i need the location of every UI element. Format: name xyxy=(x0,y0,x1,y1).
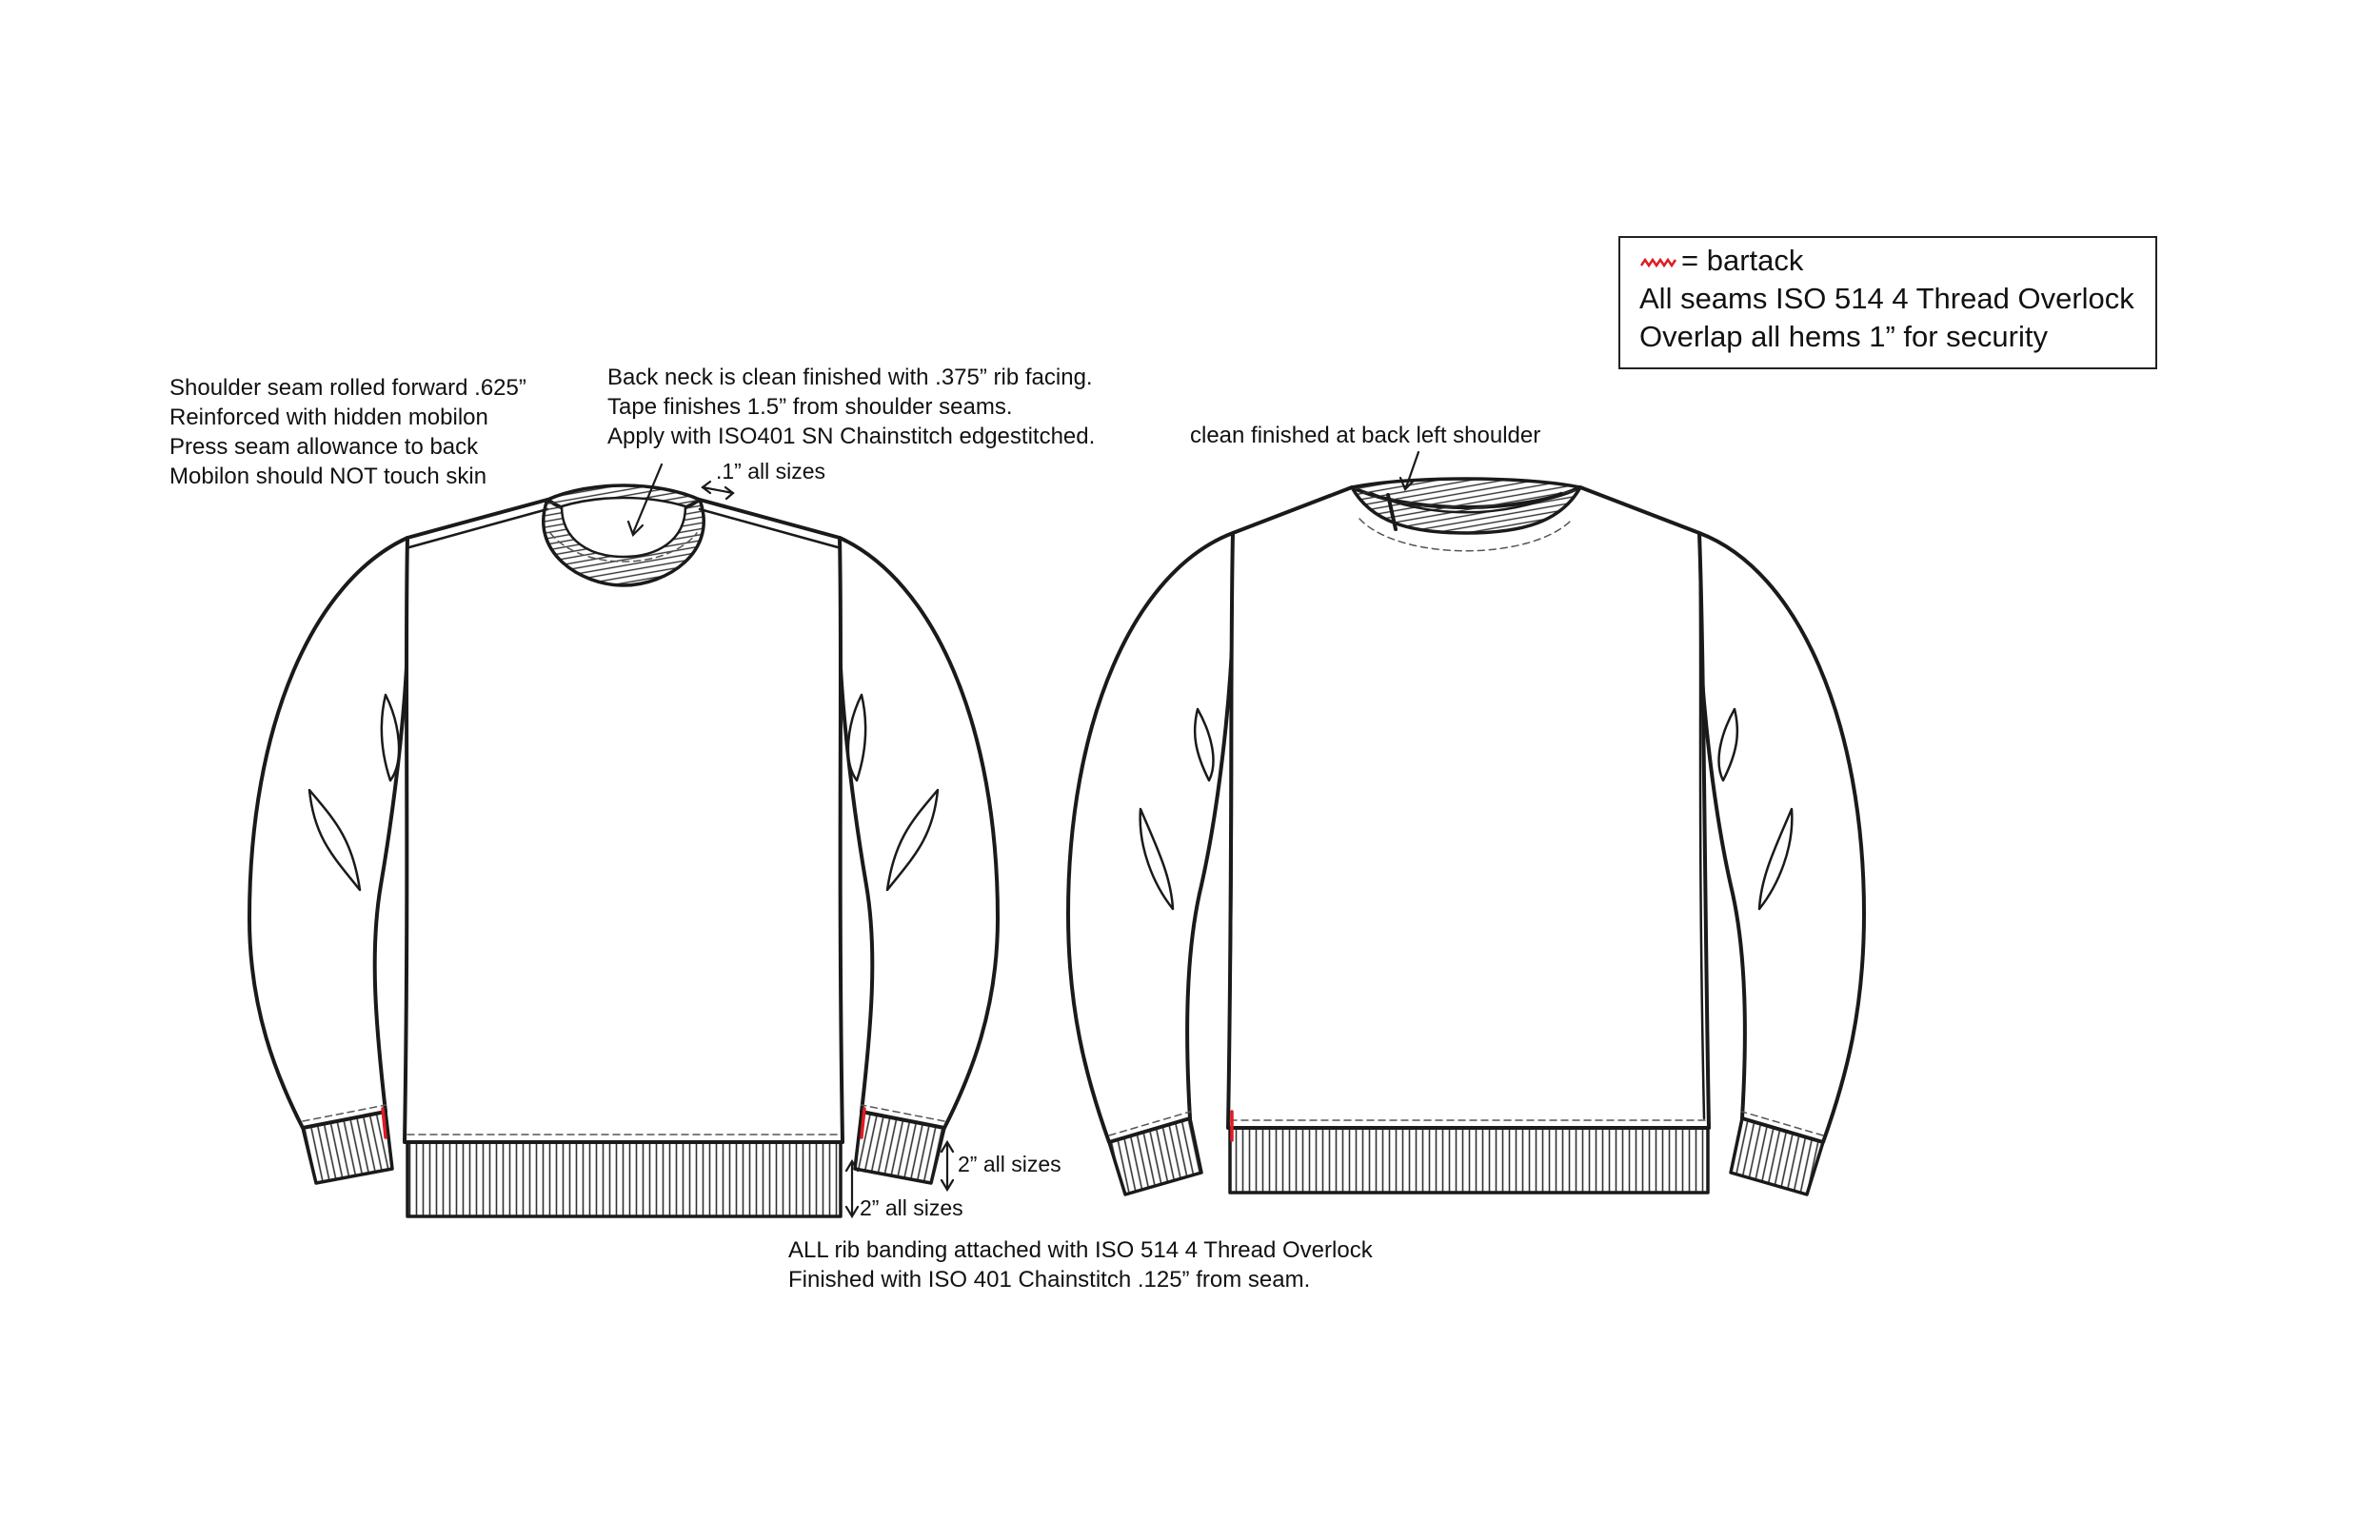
back-neck-note-line: Back neck is clean finished with .375” rib facing. xyxy=(607,365,1093,390)
waistband-dimension-arrow xyxy=(846,1161,858,1216)
back-neck-note-line: Apply with ISO401 SN Chainstitch edgestitched. xyxy=(607,424,1096,449)
back-waistband xyxy=(1230,1128,1708,1193)
rib-banding-note-line: ALL rib banding attached with ISO 514 4 Thread Overlock xyxy=(788,1237,1373,1263)
legend-seams: All seams ISO 514 4 Thread Overlock xyxy=(1639,282,2134,315)
cuff-dimension: 2” all sizes xyxy=(958,1152,1061,1176)
front-body xyxy=(405,500,843,1142)
neck-rib-dimension: .1” all sizes xyxy=(716,459,826,484)
shoulder-note-line: Reinforced with hidden mobilon xyxy=(169,405,488,430)
legend-bartack-label: = bartack xyxy=(1681,244,1804,277)
shoulder-note-line: Shoulder seam rolled forward .625” xyxy=(169,375,526,401)
front-view xyxy=(249,485,998,1216)
back-neck-note-line: Tape finishes 1.5” from shoulder seams. xyxy=(607,394,1013,420)
back-neck-note xyxy=(607,363,1095,451)
shoulder-note xyxy=(169,373,526,491)
shoulder-note-line: Press seam allowance to back xyxy=(169,434,479,460)
legend-hems: Overlap all hems 1” for security xyxy=(1639,320,2048,353)
bartack-zigzag-icon xyxy=(1639,254,1677,271)
legend-box xyxy=(1618,236,2157,369)
shoulder-note-line: Mobilon should NOT touch skin xyxy=(169,464,487,489)
rib-banding-note xyxy=(788,1235,1373,1294)
back-body xyxy=(1228,487,1709,1128)
front-waistband xyxy=(407,1142,841,1216)
rib-banding-note-line: Finished with ISO 401 Chainstitch .125” from seam. xyxy=(788,1267,1311,1293)
back-view xyxy=(1068,479,1864,1194)
waistband-dimension: 2” all sizes xyxy=(860,1195,963,1220)
legend-bartack-row xyxy=(1639,242,2136,280)
cuff-dimension-arrow xyxy=(942,1142,953,1190)
back-shoulder-note: clean finished at back left shoulder xyxy=(1190,423,1541,448)
